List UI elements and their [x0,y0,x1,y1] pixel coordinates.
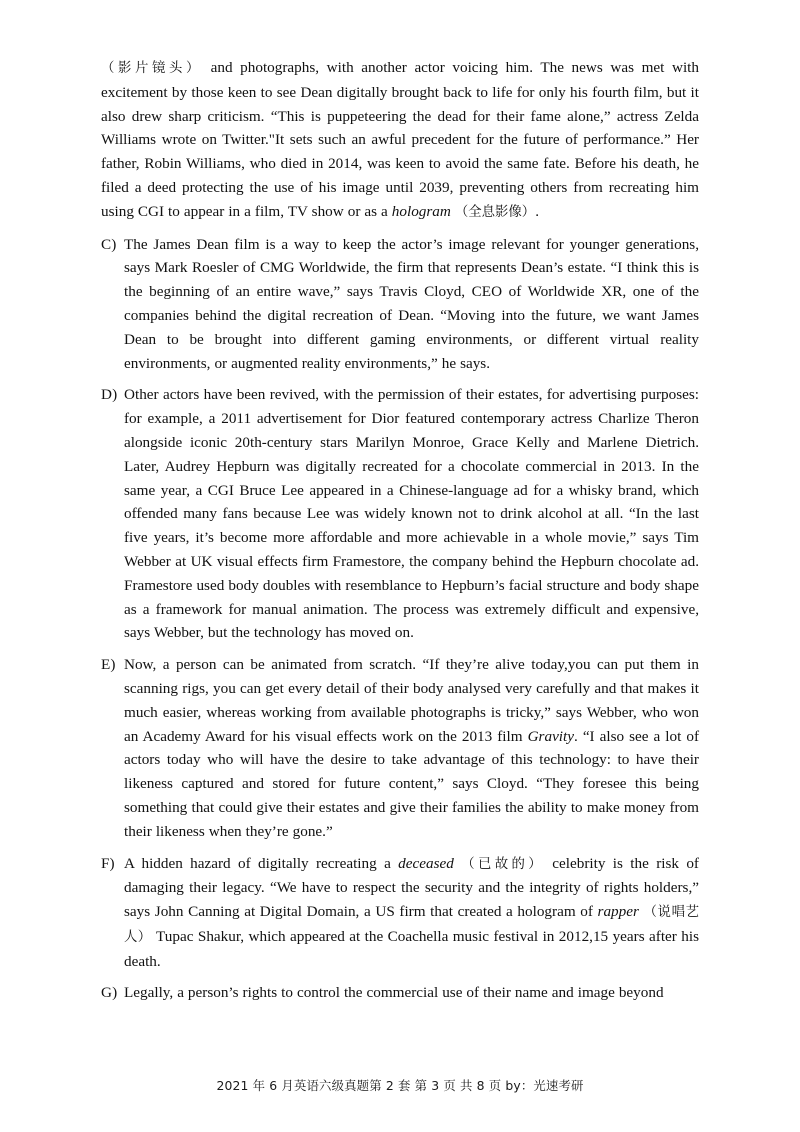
passage-paragraph-f [101,852,699,974]
passage-paragraph-continuation [101,56,699,225]
page-footer [0,1076,800,1094]
text-run: The James Dean film is a way to keep the actor’s image relevant for younger generations, says Mark Roesler of CMG Worldwide, the firm that represents Dean’s estate. “I think this is the beginning of an entire wave,” says Travis Cloyd, CEO of Worldwide XR, one of the companies behind the digital recreation of Dean. “Moving into the future, we want James Dean to be brought into different gaming environments, or different virtual reality environments, or augmented reality environments,” he says. [124,235,699,372]
italic-term: rapper [597,903,639,921]
chinese-gloss: （已故的） [461,856,545,872]
text-run: Other actors have been revived, with the permission of their estates, for advertising purposes: for example, a 2011 advertisement for Dior featured contemporary actress Charlize Theron alongside iconic 20th-century stars Marilyn Monroe, Grace Kelly and Marlene Dietrich. Later, Audrey Hepburn was digitally recreated for a chocolate commercial in 2013. In the same year, a CGI Bruce Lee appeared in a Chinese-language ad for a whisky brand, which offended many fans because Lee was widely known not to drink alcohol at all. “In the last five years, it’s become more affordable and more achievable in a whole movie,” says Tim Webber at UK visual effects firm Framestore, the company behind the Hepburn chocolate ad. Framestore used body doubles with resemblance to Hepburn’s facial structure and body shape as a framework for manual animation. The process was extremely difficult and expensive, says Webber, but the technology has moved on. [124,386,699,642]
text-run: . [535,202,539,220]
italic-term: hologram [391,202,451,220]
text-run: Now, a person can be animated from scratch. “If they’re alive today,you can put them in scanning rigs, you can get every detail of their body analysed very carefully and that makes it much easier, whereas working from available photographs is tricky,” says Webber, who won an Academy Award for his visual effects work on the 2013 film [124,656,699,745]
text-run: A hidden hazard of digitally recreating a [124,854,399,872]
passage-text-column [101,56,699,1005]
paragraph-letter-label: E) [101,656,116,674]
italic-term: deceased [398,854,454,872]
paragraph-letter-label: G) [101,984,118,1002]
paragraph-body [124,852,699,974]
footer-text: 2021 年 6 月英语六级真题第 2 套 第 3 页 共 8 页 by：光速考研 [216,1078,584,1093]
paragraph-body [101,56,699,225]
paragraph-body [124,233,699,376]
chinese-gloss: （影片镜头） [101,61,204,76]
chinese-gloss: （说唱艺人） [124,905,699,945]
text-run: and photographs, with another actor voicing him. The news was met with excitement by those keen to see Dean digitally brought back to life for only his fourth film, but it also drew sharp criticism. “This is puppeteering the dead for their fame alone,” actress Zelda Williams wrote on Twitter."It sets such an awful precedent for the future of performance.” Her father, Robin Williams, who died in 2014, was keen to avoid the same fate. Before his death, he filed a deed protecting the use of his image until 2039, preventing others from recreating him using CGI to appear in a film, TV show or as a [101,59,699,220]
text-run: celebrity is the risk of damaging their legacy. “We have to respect the security and the integrity of rights holders,” says John Canning at Digital Domain, a US firm that created a hologram of [124,854,699,921]
paragraph-letter-label: F) [101,854,115,872]
passage-paragraph-e [101,653,699,843]
italic-term: Gravity [527,727,574,745]
paragraph-body [124,383,699,645]
passage-paragraph-g [101,981,699,1005]
passage-paragraph-c [101,233,699,376]
paragraph-body [124,981,699,1005]
text-run: Tupac Shakur, which appeared at the Coachella music festival in 2012,15 years after his death. [124,927,699,970]
paragraph-letter-label: D) [101,386,118,404]
paragraph-letter-label: C) [101,235,117,253]
paragraph-body [124,653,699,843]
text-run: Legally, a person’s rights to control the commercial use of their name and image beyond [124,984,664,1002]
chinese-gloss: （全息影像） [454,204,536,220]
text-run: . “I also see a lot of actors today who will have the desire to take advantage of this technology: to have their likeness captured and stored for future content,” says Cloyd. “They foresee this being something that could give their estates and give their families the ability to make money from their likeness when they’re gone.” [124,727,700,840]
passage-paragraph-d [101,383,699,645]
